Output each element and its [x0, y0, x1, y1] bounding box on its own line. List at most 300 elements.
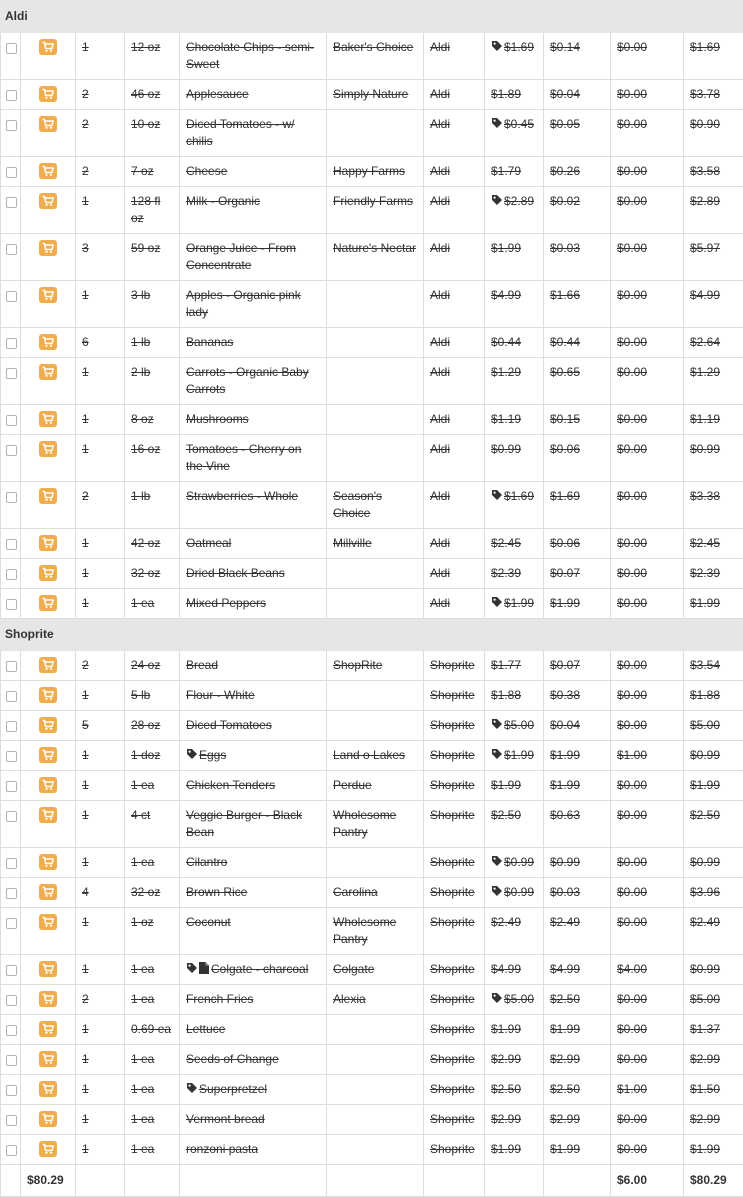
item-quantity: 1	[82, 288, 89, 302]
item-store: Shoprite	[430, 1082, 475, 1096]
store-group-name: Shoprite	[1, 619, 743, 651]
item-total: $2.45	[690, 536, 720, 550]
item-price: $0.45	[504, 117, 534, 131]
item-name-cell	[180, 435, 327, 482]
item-total-cell	[684, 405, 743, 435]
item-price-cell	[485, 157, 544, 187]
cart-cell	[21, 1045, 76, 1075]
item-brand-cell	[327, 234, 424, 281]
cart-icon[interactable]	[39, 240, 57, 256]
item-total: $3.58	[690, 164, 720, 178]
item-store-cell	[424, 110, 485, 157]
item-price-cell	[485, 1105, 544, 1135]
cart-icon[interactable]	[39, 884, 57, 900]
item-unit-price: $0.05	[550, 117, 580, 131]
item-coupon: $0.00	[617, 778, 647, 792]
item-coupon-cell	[611, 848, 684, 878]
cart-icon[interactable]	[39, 991, 57, 1007]
tag-icon	[491, 992, 503, 1004]
tag-icon	[186, 748, 198, 760]
item-coupon: $0.00	[617, 915, 647, 929]
cart-cell	[21, 234, 76, 281]
item-unit-price: $1.69	[550, 489, 580, 503]
cart-icon[interactable]	[39, 657, 57, 673]
item-coupon-cell	[611, 681, 684, 711]
item-price-cell	[485, 187, 544, 234]
item-quantity-cell	[76, 33, 125, 80]
cart-icon[interactable]	[39, 39, 57, 55]
cart-icon[interactable]	[39, 1021, 57, 1037]
item-quantity-cell	[76, 801, 125, 848]
item-size: 32 oz	[131, 885, 160, 899]
item-size-cell	[125, 1075, 180, 1105]
item-quantity-cell	[76, 281, 125, 328]
item-store: Aldi	[430, 117, 450, 131]
cart-cell	[21, 1135, 76, 1165]
item-coupon-cell	[611, 771, 684, 801]
checkbox-icon[interactable]	[6, 811, 17, 822]
item-row	[1, 651, 743, 681]
item-unit-price-cell	[544, 908, 611, 955]
item-store: Aldi	[430, 412, 450, 426]
item-brand: Friendly Farms	[333, 194, 413, 208]
item-size-cell	[125, 328, 180, 358]
item-total-cell	[684, 589, 743, 619]
checkbox-icon[interactable]	[6, 1145, 17, 1156]
item-name-cell	[180, 358, 327, 405]
cart-cell	[21, 33, 76, 80]
item-total: $3.96	[690, 885, 720, 899]
checkbox-icon[interactable]	[6, 691, 17, 702]
store-group-header	[1, 1, 743, 33]
item-total: $1.19	[690, 412, 720, 426]
item-unit-price: $2.99	[550, 1052, 580, 1066]
checkbox-cell	[1, 559, 21, 589]
cart-icon[interactable]	[39, 854, 57, 870]
cart-icon[interactable]	[39, 441, 57, 457]
cart-icon[interactable]	[39, 488, 57, 504]
item-quantity: 2	[82, 992, 89, 1006]
item-store-cell	[424, 1105, 485, 1135]
item-quantity: 1	[82, 40, 89, 54]
item-coupon-cell	[611, 435, 684, 482]
item-store: Shoprite	[430, 748, 475, 762]
item-unit-price: $2.49	[550, 915, 580, 929]
item-total: $0.99	[690, 962, 720, 976]
item-store: Aldi	[430, 288, 450, 302]
item-store-cell	[424, 908, 485, 955]
item-quantity: 1	[82, 855, 89, 869]
cart-icon[interactable]	[39, 535, 57, 551]
item-total: $1.50	[690, 1082, 720, 1096]
checkbox-icon[interactable]	[6, 492, 17, 503]
item-size: 5 lb	[131, 688, 150, 702]
item-name: Tomatoes - Cherry on the Vine	[186, 442, 301, 473]
checkbox-icon[interactable]	[6, 721, 17, 732]
item-total-cell	[684, 328, 743, 358]
item-name-cell	[180, 482, 327, 529]
item-brand-cell	[327, 985, 424, 1015]
item-size: 42 oz	[131, 536, 160, 550]
item-quantity-cell	[76, 435, 125, 482]
checkbox-icon[interactable]	[6, 445, 17, 456]
item-store-cell	[424, 529, 485, 559]
cart-icon[interactable]	[39, 565, 57, 581]
cart-icon[interactable]	[39, 687, 57, 703]
item-brand: Carolina	[333, 885, 378, 899]
item-name: Veggie Burger - Black Bean	[186, 808, 302, 839]
item-price-cell	[485, 482, 544, 529]
cart-cell	[21, 435, 76, 482]
item-store: Shoprite	[430, 1142, 475, 1156]
item-name: Flour - White	[186, 688, 255, 702]
checkbox-icon[interactable]	[6, 368, 17, 379]
checkbox-icon[interactable]	[6, 120, 17, 131]
item-total-cell	[684, 955, 743, 985]
checkbox-cell	[1, 985, 21, 1015]
checkbox-icon[interactable]	[6, 661, 17, 672]
item-price-cell	[485, 529, 544, 559]
item-quantity-cell	[76, 187, 125, 234]
item-price: $2.50	[491, 1082, 521, 1096]
item-store: Shoprite	[430, 1052, 475, 1066]
checkbox-icon[interactable]	[6, 1115, 17, 1126]
item-name-cell	[180, 234, 327, 281]
checkbox-cell	[1, 908, 21, 955]
item-store: Shoprite	[430, 992, 475, 1006]
item-total-cell	[684, 234, 743, 281]
cart-icon[interactable]	[39, 411, 57, 427]
item-unit-price: $0.04	[550, 718, 580, 732]
cart-icon[interactable]	[39, 1081, 57, 1097]
item-size-cell	[125, 358, 180, 405]
item-quantity: 1	[82, 412, 89, 426]
item-quantity-cell	[76, 358, 125, 405]
item-name-cell	[180, 33, 327, 80]
item-quantity: 1	[82, 194, 89, 208]
checkbox-icon[interactable]	[6, 1085, 17, 1096]
checkbox-icon[interactable]	[6, 569, 17, 580]
item-quantity: 2	[82, 87, 89, 101]
item-quantity-cell	[76, 529, 125, 559]
checkbox-icon[interactable]	[6, 751, 17, 762]
cart-icon[interactable]	[39, 807, 57, 823]
item-price: $1.99	[491, 1022, 521, 1036]
tag-icon	[491, 40, 503, 52]
item-price: $2.39	[491, 566, 521, 580]
item-coupon: $0.00	[617, 489, 647, 503]
item-coupon-cell	[611, 1135, 684, 1165]
cart-cell	[21, 281, 76, 328]
item-price: $0.44	[491, 335, 521, 349]
item-brand-cell	[327, 281, 424, 328]
item-coupon-cell	[611, 80, 684, 110]
item-name: Mixed Peppers	[186, 596, 266, 610]
item-size-cell	[125, 681, 180, 711]
checkbox-cell	[1, 1075, 21, 1105]
cart-cell	[21, 589, 76, 619]
item-brand-cell	[327, 157, 424, 187]
cart-icon[interactable]	[39, 86, 57, 102]
cart-icon[interactable]	[39, 1051, 57, 1067]
item-quantity: 5	[82, 718, 89, 732]
item-total: $4.99	[690, 288, 720, 302]
item-size-cell	[125, 1135, 180, 1165]
item-unit-price: $0.07	[550, 566, 580, 580]
item-name: Carrots - Organic Baby Carrots	[186, 365, 309, 396]
item-unit-price: $1.99	[550, 596, 580, 610]
cart-cell	[21, 681, 76, 711]
item-price: $1.69	[504, 40, 534, 54]
item-brand: Alexia	[333, 992, 366, 1006]
item-price-cell	[485, 801, 544, 848]
checkbox-icon[interactable]	[6, 965, 17, 976]
item-size: 1 ea	[131, 596, 154, 610]
item-size-cell	[125, 741, 180, 771]
checkbox-cell	[1, 711, 21, 741]
item-price-cell	[485, 681, 544, 711]
item-size-cell	[125, 908, 180, 955]
item-unit-price: $0.38	[550, 688, 580, 702]
item-total: $2.99	[690, 1112, 720, 1126]
item-total-cell	[684, 157, 743, 187]
item-quantity: 1	[82, 688, 89, 702]
item-unit-price: $0.03	[550, 241, 580, 255]
cart-icon[interactable]	[39, 287, 57, 303]
checkbox-icon[interactable]	[6, 167, 17, 178]
item-unit-price-cell	[544, 482, 611, 529]
item-name: Bananas	[186, 335, 233, 349]
item-size: 1 oz	[131, 915, 154, 929]
item-quantity-cell	[76, 681, 125, 711]
checkbox-icon[interactable]	[6, 1055, 17, 1066]
cart-cell	[21, 110, 76, 157]
item-unit-price-cell	[544, 405, 611, 435]
cart-icon[interactable]	[39, 777, 57, 793]
item-name: Strawberries - Whole	[186, 489, 298, 503]
item-price: $0.99	[491, 442, 521, 456]
item-total-cell	[684, 651, 743, 681]
item-name-cell	[180, 771, 327, 801]
checkbox-icon[interactable]	[6, 1025, 17, 1036]
item-size: 24 oz	[131, 658, 160, 672]
item-total: $0.90	[690, 117, 720, 131]
item-quantity: 4	[82, 885, 89, 899]
item-row	[1, 711, 743, 741]
item-coupon-cell	[611, 1105, 684, 1135]
item-coupon: $0.00	[617, 194, 647, 208]
checkbox-icon[interactable]	[6, 291, 17, 302]
item-coupon: $1.00	[617, 748, 647, 762]
item-price-cell	[485, 234, 544, 281]
checkbox-icon[interactable]	[6, 995, 17, 1006]
item-unit-price: $1.99	[550, 1142, 580, 1156]
item-unit-price: $1.99	[550, 748, 580, 762]
item-unit-price-cell	[544, 1015, 611, 1045]
item-quantity: 1	[82, 808, 89, 822]
item-name: ronzoni pasta	[186, 1142, 258, 1156]
item-name: Seeds of Change	[186, 1052, 279, 1066]
item-store: Aldi	[430, 164, 450, 178]
item-row	[1, 985, 743, 1015]
checkbox-icon[interactable]	[6, 244, 17, 255]
item-brand-cell	[327, 482, 424, 529]
item-total: $1.99	[690, 778, 720, 792]
item-price: $1.99	[504, 596, 534, 610]
item-name-cell	[180, 955, 327, 985]
item-store: Aldi	[430, 536, 450, 550]
shopping-list-body	[1, 1, 743, 1197]
item-coupon: $0.00	[617, 992, 647, 1006]
checkbox-icon[interactable]	[6, 918, 17, 929]
cart-icon[interactable]	[39, 1141, 57, 1157]
cart-icon[interactable]	[39, 116, 57, 132]
cart-icon[interactable]	[39, 364, 57, 380]
item-size: 1 ea	[131, 855, 154, 869]
item-brand-cell	[327, 559, 424, 589]
item-store: Aldi	[430, 365, 450, 379]
checkbox-cell	[1, 771, 21, 801]
item-row	[1, 80, 743, 110]
item-size: 28 oz	[131, 718, 160, 732]
item-quantity-cell	[76, 711, 125, 741]
subtotal: $80.29	[21, 1165, 76, 1197]
item-unit-price-cell	[544, 681, 611, 711]
item-coupon-cell	[611, 529, 684, 559]
item-brand-cell	[327, 1045, 424, 1075]
item-unit-price-cell	[544, 985, 611, 1015]
item-total: $5.00	[690, 992, 720, 1006]
item-row	[1, 435, 743, 482]
item-price: $0.99	[504, 855, 534, 869]
cart-cell	[21, 801, 76, 848]
item-price: $4.99	[491, 962, 521, 976]
checkbox-cell	[1, 801, 21, 848]
item-unit-price-cell	[544, 358, 611, 405]
item-store: Shoprite	[430, 808, 475, 822]
item-size-cell	[125, 157, 180, 187]
item-coupon-cell	[611, 328, 684, 358]
item-name: Chicken Tenders	[186, 778, 275, 792]
item-size-cell	[125, 771, 180, 801]
item-size-cell	[125, 110, 180, 157]
item-unit-price: $0.06	[550, 442, 580, 456]
item-total-cell	[684, 281, 743, 328]
checkbox-cell	[1, 187, 21, 234]
cart-icon[interactable]	[39, 163, 57, 179]
item-store-cell	[424, 878, 485, 908]
checkbox-cell	[1, 848, 21, 878]
item-size-cell	[125, 281, 180, 328]
item-coupon-cell	[611, 559, 684, 589]
item-total: $3.38	[690, 489, 720, 503]
item-price: $2.89	[504, 194, 534, 208]
cart-icon[interactable]	[39, 717, 57, 733]
checkbox-icon[interactable]	[6, 888, 17, 899]
item-size: 2 lb	[131, 365, 150, 379]
item-name: Bread	[186, 658, 218, 672]
item-row	[1, 848, 743, 878]
tag-icon	[491, 117, 503, 129]
item-unit-price: $0.26	[550, 164, 580, 178]
item-price: $1.79	[491, 164, 521, 178]
tag-icon	[491, 718, 503, 730]
cart-icon[interactable]	[39, 961, 57, 977]
checkbox-icon[interactable]	[6, 599, 17, 610]
item-unit-price-cell	[544, 33, 611, 80]
item-store-cell	[424, 33, 485, 80]
item-brand-cell	[327, 681, 424, 711]
item-unit-price: $0.03	[550, 885, 580, 899]
item-quantity: 1	[82, 748, 89, 762]
item-size: 128 fl oz	[131, 194, 160, 225]
item-name: Mushrooms	[186, 412, 249, 426]
empty-cell	[76, 1165, 125, 1197]
item-store: Shoprite	[430, 962, 475, 976]
checkbox-icon[interactable]	[6, 338, 17, 349]
cart-icon[interactable]	[39, 1111, 57, 1127]
item-coupon-cell	[611, 711, 684, 741]
item-coupon: $0.00	[617, 718, 647, 732]
item-row	[1, 529, 743, 559]
cart-icon[interactable]	[39, 193, 57, 209]
checkbox-icon[interactable]	[6, 781, 17, 792]
cart-cell	[21, 482, 76, 529]
item-quantity-cell	[76, 908, 125, 955]
item-coupon-cell	[611, 1045, 684, 1075]
checkbox-cell	[1, 234, 21, 281]
checkbox-icon[interactable]	[6, 858, 17, 869]
item-row	[1, 157, 743, 187]
item-quantity-cell	[76, 559, 125, 589]
checkbox-icon[interactable]	[6, 90, 17, 101]
item-unit-price-cell	[544, 771, 611, 801]
item-quantity-cell	[76, 328, 125, 358]
item-total: $0.99	[690, 748, 720, 762]
item-quantity-cell	[76, 1045, 125, 1075]
item-unit-price-cell	[544, 955, 611, 985]
item-quantity-cell	[76, 955, 125, 985]
item-unit-price: $2.50	[550, 992, 580, 1006]
item-quantity: 1	[82, 1082, 89, 1096]
item-brand-cell	[327, 955, 424, 985]
cart-icon[interactable]	[39, 914, 57, 930]
item-price: $1.89	[491, 87, 521, 101]
item-name: Coconut	[186, 915, 231, 929]
item-price-cell	[485, 1135, 544, 1165]
item-size-cell	[125, 234, 180, 281]
item-store-cell	[424, 1075, 485, 1105]
checkbox-cell	[1, 482, 21, 529]
item-unit-price: $1.66	[550, 288, 580, 302]
tag-icon	[186, 962, 198, 974]
coupons-total: $6.00	[611, 1165, 684, 1197]
item-name-cell	[180, 589, 327, 619]
cart-icon[interactable]	[39, 747, 57, 763]
item-coupon: $0.00	[617, 40, 647, 54]
item-store: Shoprite	[430, 915, 475, 929]
checkbox-icon[interactable]	[6, 539, 17, 550]
item-coupon-cell	[611, 110, 684, 157]
cart-icon[interactable]	[39, 595, 57, 611]
checkbox-icon[interactable]	[6, 415, 17, 426]
item-name-cell	[180, 1135, 327, 1165]
checkbox-icon[interactable]	[6, 43, 17, 54]
cart-icon[interactable]	[39, 334, 57, 350]
checkbox-icon[interactable]	[6, 197, 17, 208]
item-row	[1, 741, 743, 771]
item-store: Shoprite	[430, 1112, 475, 1126]
